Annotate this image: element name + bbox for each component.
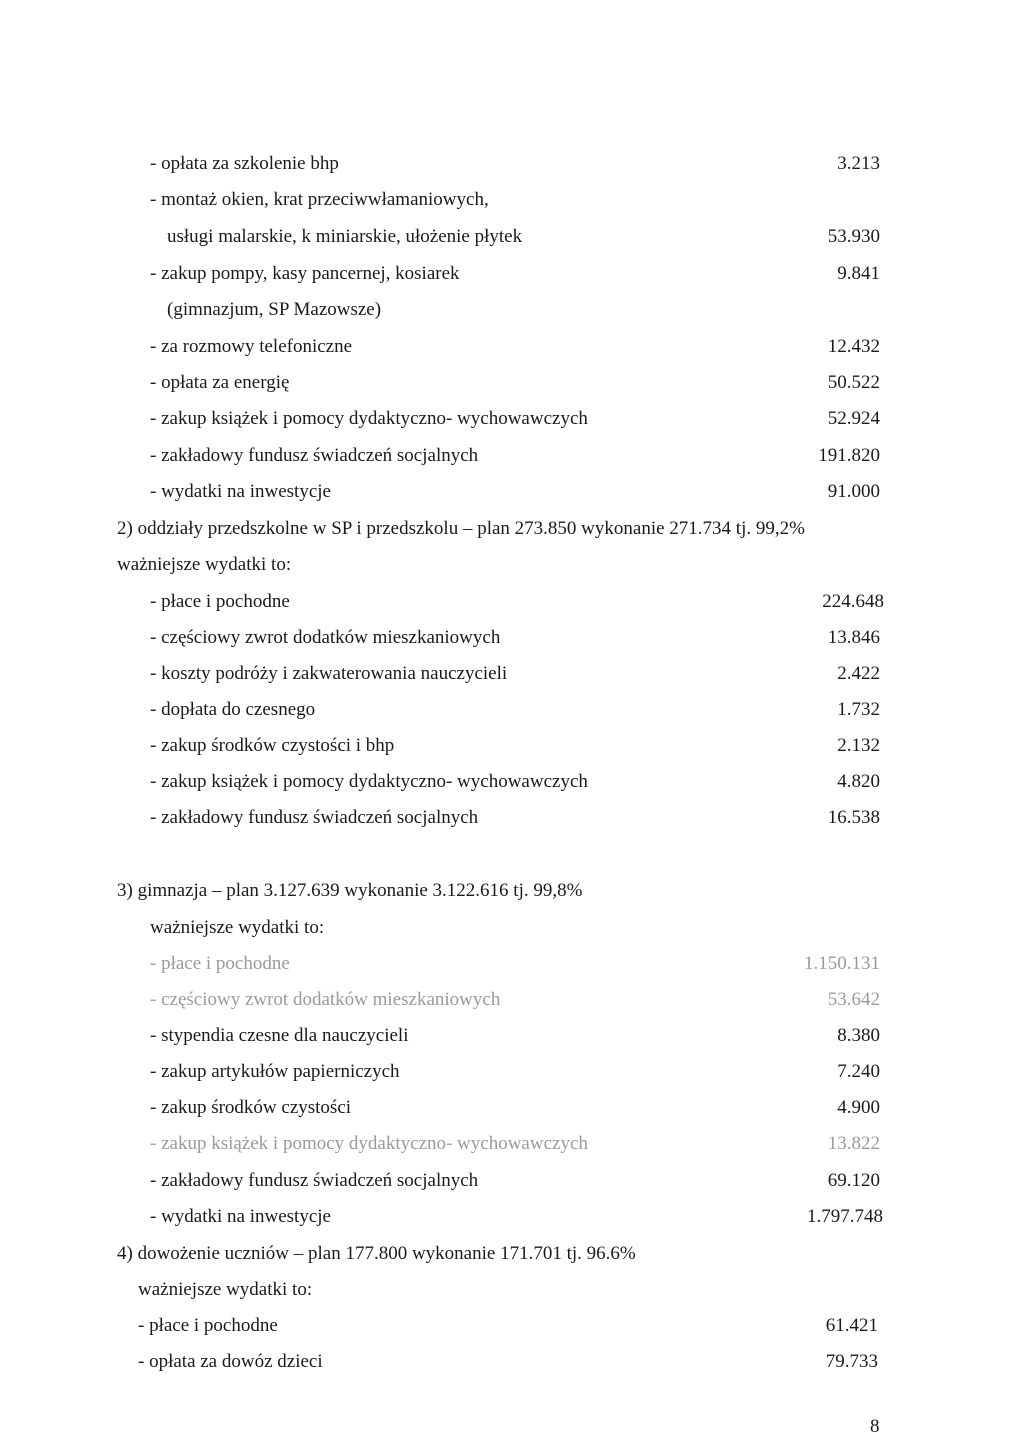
item-label: - opłata za dowóz dzieci	[138, 1351, 323, 1372]
section-subheading: ważniejsze wydatki to:	[117, 554, 292, 575]
item-label: - zakup książek i pomocy dydaktyczno- wychowawczych	[150, 771, 588, 792]
item-amount: 7.240	[837, 1061, 880, 1082]
list-item	[150, 407, 880, 431]
item-label: - częściowy zwrot dodatków mieszkaniowych	[150, 989, 501, 1010]
list-item	[150, 988, 880, 1012]
item-amount: 1.732	[837, 699, 880, 720]
list-item	[150, 152, 880, 176]
item-amount: 3.213	[837, 153, 880, 174]
item-label: - zakładowy fundusz świadczeń socjalnych	[150, 1170, 479, 1191]
list-item	[150, 1205, 883, 1229]
item-label: - stypendia czesne dla nauczycieli	[150, 1025, 409, 1046]
list-item	[150, 371, 880, 395]
item-label: - płace i pochodne	[150, 953, 290, 974]
list-item	[150, 262, 880, 286]
item-amount: 13.822	[827, 1133, 880, 1154]
list-item	[150, 626, 880, 650]
item-amount: 12.432	[827, 336, 880, 357]
item-label: - opłata za energię	[150, 372, 290, 393]
item-amount: 2.422	[837, 663, 880, 684]
item-amount: 50.522	[827, 372, 880, 393]
item-label: - za rozmowy telefoniczne	[150, 336, 353, 357]
item-amount: 4.820	[837, 771, 880, 792]
item-label: - wydatki na inwestycje	[150, 1206, 331, 1227]
item-amount: 1.150.131	[804, 953, 880, 974]
item-amount: 91.000	[827, 481, 880, 502]
list-item	[150, 1096, 880, 1120]
section-heading: 4) dowożenie uczniów – plan 177.800 wykonanie 171.701 tj. 96.6%	[117, 1243, 636, 1264]
list-item	[150, 1024, 880, 1048]
list-item	[150, 444, 880, 468]
item-amount: 1.797.748	[807, 1206, 883, 1227]
list-item	[150, 662, 880, 686]
item-label: - częściowy zwrot dodatków mieszkaniowych	[150, 627, 501, 648]
list-item	[138, 1350, 878, 1374]
item-amount: 79.733	[825, 1351, 878, 1372]
list-item	[150, 1132, 880, 1156]
item-amount: 53.642	[827, 989, 880, 1010]
list-item	[150, 590, 884, 614]
item-label: - zakładowy fundusz świadczeń socjalnych	[150, 445, 479, 466]
item-label: - zakup książek i pomocy dydaktyczno- wychowawczych	[150, 408, 588, 429]
list-item	[138, 1314, 878, 1338]
list-item	[150, 952, 880, 976]
page-number: 8	[870, 1416, 880, 1437]
item-label: - zakup środków czystości	[150, 1097, 352, 1118]
section-subheading: ważniejsze wydatki to:	[138, 1279, 313, 1300]
item-label: usługi malarskie, k miniarskie, ułożenie płytek	[167, 226, 523, 247]
item-label: - montaż okien, krat przeciwwłamaniowych,	[150, 189, 489, 210]
item-amount: 69.120	[827, 1170, 880, 1191]
list-item	[150, 1060, 880, 1084]
item-label: - wydatki na inwestycje	[150, 481, 331, 502]
item-label: - opłata za szkolenie bhp	[150, 153, 339, 174]
list-item	[150, 698, 880, 722]
item-amount: 16.538	[827, 807, 880, 828]
section-heading: 2) oddziały przedszkolne w SP i przedszkolu – plan 273.850 wykonanie 271.734 tj. 99,2%	[117, 518, 805, 539]
item-amount: 191.820	[818, 445, 880, 466]
item-label: - płace i pochodne	[150, 591, 290, 612]
list-item	[150, 1169, 880, 1193]
list-item	[150, 480, 880, 504]
item-amount: 224.648	[822, 591, 884, 612]
item-label: - zakup książek i pomocy dydaktyczno- wychowawczych	[150, 1133, 588, 1154]
item-amount: 9.841	[837, 263, 880, 284]
list-item	[150, 188, 880, 212]
item-label: - zakładowy fundusz świadczeń socjalnych	[150, 807, 479, 828]
list-item	[167, 225, 880, 249]
item-label: - koszty podróży i zakwaterowania nauczycieli	[150, 663, 508, 684]
list-item	[150, 806, 880, 830]
item-amount: 8.380	[837, 1025, 880, 1046]
item-label: - zakup środków czystości i bhp	[150, 735, 395, 756]
item-label: - płace i pochodne	[138, 1315, 278, 1336]
list-item	[150, 335, 880, 359]
item-label: (gimnazjum, SP Mazowsze)	[167, 299, 382, 320]
item-label: - zakup artykułów papierniczych	[150, 1061, 400, 1082]
item-amount: 4.900	[837, 1097, 880, 1118]
list-item	[150, 734, 880, 758]
item-label: - dopłata do czesnego	[150, 699, 316, 720]
item-amount: 53.930	[827, 226, 880, 247]
item-amount: 61.421	[825, 1315, 878, 1336]
item-amount: 2.132	[837, 735, 880, 756]
section-heading: 3) gimnazja – plan 3.127.639 wykonanie 3.122.616 tj. 99,8%	[117, 880, 583, 901]
list-item	[167, 298, 880, 322]
item-amount: 52.924	[827, 408, 880, 429]
section-subheading: ważniejsze wydatki to:	[150, 917, 325, 938]
list-item	[150, 770, 880, 794]
item-label: - zakup pompy, kasy pancernej, kosiarek	[150, 263, 460, 284]
item-amount: 13.846	[827, 627, 880, 648]
